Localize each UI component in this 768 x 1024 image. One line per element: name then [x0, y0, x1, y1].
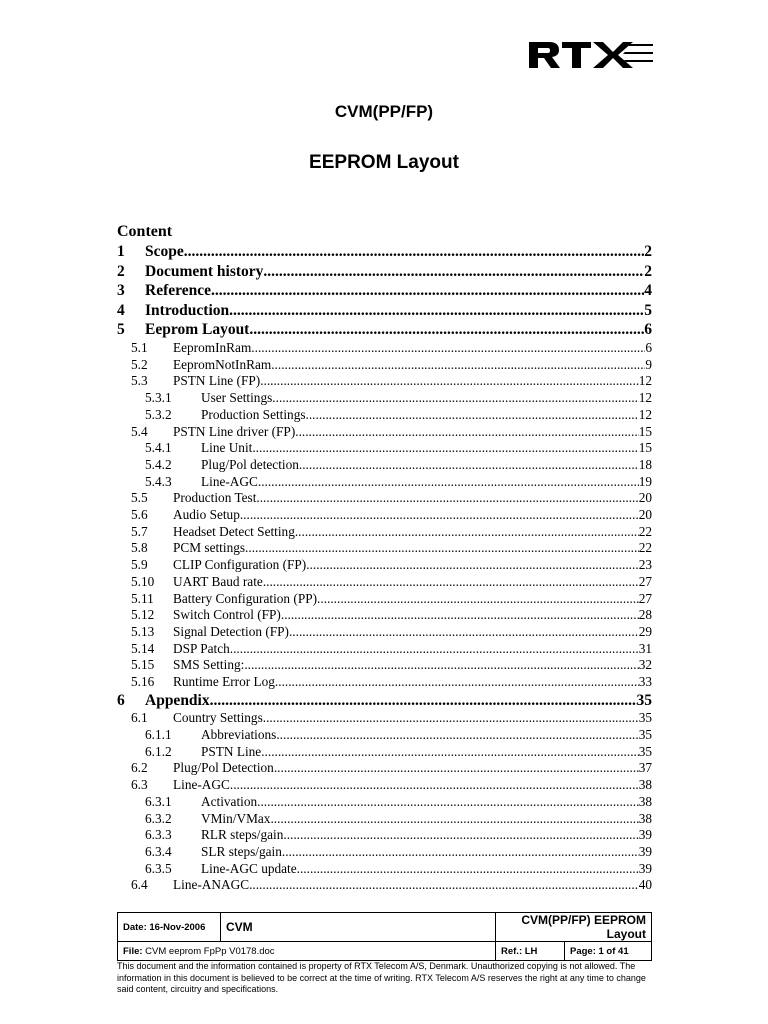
toc-entry-title: Introduction: [145, 301, 230, 319]
toc-entry-page: 27: [638, 573, 652, 589]
toc-entry[interactable]: [131, 591, 652, 608]
toc-entry[interactable]: [117, 691, 652, 711]
toc-leader-dots: [256, 490, 638, 507]
toc-leader-dots: [229, 301, 644, 321]
toc-entry-title: SLR steps/gain: [201, 843, 282, 859]
toc-leader-dots: [240, 507, 639, 524]
document-subtitle: EEPROM Layout: [309, 152, 459, 173]
toc-entry[interactable]: [131, 607, 652, 624]
toc-leader-dots: [230, 641, 639, 658]
toc-entry-title: DSP Patch: [173, 640, 230, 656]
toc-entry-number: 1: [117, 243, 125, 260]
toc-entry[interactable]: [131, 340, 652, 357]
toc-entry-title: Line-AGC: [173, 777, 230, 793]
toc-entry[interactable]: [117, 262, 652, 282]
toc-leader-dots: [272, 390, 638, 407]
toc-entry-title: Line-AGC update: [201, 860, 297, 876]
toc-leader-dots: [252, 877, 638, 894]
toc-leader-dots: [270, 811, 638, 828]
toc-entry-page: 28: [638, 607, 652, 623]
toc-entry-title: PSTN Line driver (FP).: [173, 423, 299, 439]
toc-entry-title: Eeprom Layout: [145, 321, 250, 339]
toc-leader-dots: [258, 474, 639, 491]
toc-entry-number: 5.6: [131, 507, 148, 522]
toc-entry-page: 6: [645, 340, 652, 355]
toc-entry-title: User Settings: [201, 390, 273, 406]
toc-entry-number: 6.3: [131, 777, 148, 793]
toc-entry-number: 5.5: [131, 490, 148, 506]
toc-entry-title: PSTN Line (FP): [173, 373, 261, 389]
toc-entry-number: 6.3.3: [145, 827, 172, 843]
toc-entry-title: Signal Detection (FP): [173, 623, 289, 639]
toc-leader-dots: [249, 320, 644, 340]
toc-entry[interactable]: [131, 540, 652, 557]
toc-leader-dots: [266, 710, 639, 727]
toc-entry-title: Reference: [145, 282, 211, 300]
toc-entry-title: Document history: [145, 262, 264, 280]
toc-entry-title: Runtime Error Log: [173, 674, 275, 689]
toc-entry-number: 6.3.2: [145, 810, 172, 826]
toc-leader-dots: [306, 407, 639, 424]
toc-entry-title: Abbreviations: [201, 727, 277, 742]
toc-entry-number: 5.11: [131, 590, 154, 606]
footer-file-label: File:: [123, 945, 143, 957]
toc-entry-title: Line-AGC: [201, 473, 258, 489]
toc-entry-page: 2: [644, 262, 652, 280]
toc-entry[interactable]: [145, 744, 652, 761]
toc-entry-title: RLR steps/gain: [201, 827, 284, 843]
toc-entry-title: Plug/Pol Detection: [173, 760, 274, 776]
toc-entry-page: 15: [638, 440, 652, 456]
toc-entry-page: 33: [638, 674, 652, 689]
toc-entry-page: 35: [636, 691, 652, 709]
footer-doc-title: CVM(PP/FP) EEPROM Layout: [496, 913, 652, 942]
toc-leader-dots: [210, 691, 637, 711]
toc-entry-title: Production Test: [173, 490, 257, 506]
footer-file: [118, 942, 496, 961]
toc-entry-page: 40: [638, 877, 652, 893]
toc-entry-page: 20: [638, 507, 652, 522]
toc-entry-number: 6.2: [131, 760, 148, 776]
toc-entry-title: Activation: [201, 793, 258, 809]
toc-entry-page: 2: [644, 243, 652, 260]
toc-entry-number: 5.13: [131, 623, 155, 639]
toc-entry-page: 12: [638, 373, 652, 389]
toc-entry-number: 6.4: [131, 877, 148, 893]
toc-entry[interactable]: [145, 727, 652, 744]
toc-entry[interactable]: [145, 844, 652, 861]
footer-page: Page: 1 of 41: [565, 942, 652, 961]
toc-entry[interactable]: [131, 490, 652, 507]
toc-entry[interactable]: [131, 524, 652, 541]
toc-entry-number: 5.7: [131, 523, 148, 539]
toc-entry-title: Scope: [145, 243, 184, 260]
toc-entry-number: 6.3.4: [145, 843, 172, 859]
toc-entry-number: 5.10: [131, 573, 155, 589]
toc-leader-dots: [306, 557, 638, 574]
document-title: CVM(PP/FP): [334, 102, 434, 121]
toc-entry-number: 5.3.1: [145, 390, 172, 406]
toc-entry-title: UART Baud rate: [173, 573, 263, 589]
toc-entry-title: EepromInRam: [173, 340, 252, 355]
toc-entry[interactable]: [131, 424, 652, 441]
toc-leader-dots: [317, 591, 639, 608]
toc-entry[interactable]: [145, 390, 652, 407]
toc-entry-number: 6.3.5: [145, 860, 172, 876]
toc-entry-number: 5.4: [131, 423, 148, 439]
toc-entry[interactable]: [131, 760, 652, 777]
toc-entry[interactable]: [117, 281, 652, 301]
toc-entry-page: 32: [638, 657, 652, 673]
toc-entry-number: 5.1: [131, 340, 148, 355]
toc-entry-title: Battery Configuration (PP): [173, 590, 318, 606]
footer-file-name: CVM eeprom FpPp V0178.doc: [145, 945, 275, 957]
toc-leader-dots: [281, 607, 639, 624]
toc-leader-dots: [299, 424, 639, 441]
toc-entry-page: 39: [638, 843, 652, 859]
toc-entry-page: 39: [638, 860, 652, 876]
toc-entry[interactable]: [145, 811, 652, 828]
toc-entry-title: SMS Setting:: [173, 657, 245, 673]
toc-entry[interactable]: [131, 877, 652, 894]
toc-entry-page: 38: [638, 793, 652, 809]
toc-entry-number: 5.4.1: [145, 440, 172, 456]
toc-leader-dots: [271, 357, 645, 374]
toc-entry[interactable]: [131, 624, 652, 641]
toc-leader-dots: [282, 844, 639, 861]
toc-entry[interactable]: [131, 674, 652, 691]
toc-entry-title: Switch Control (FP): [173, 607, 281, 623]
toc-entry-number: 5.4.2: [145, 456, 172, 472]
toc-entry[interactable]: [145, 407, 652, 424]
toc-leader-dots: [245, 540, 639, 557]
toc-entry-page: 38: [638, 810, 652, 826]
toc-entry-number: 5: [117, 321, 125, 339]
toc-entry[interactable]: [145, 457, 652, 474]
footer-table: [117, 912, 652, 961]
toc-entry-number: 4: [117, 301, 125, 319]
toc-entry[interactable]: [131, 557, 652, 574]
toc-entry-title: Plug/Pol detection: [201, 456, 299, 472]
toc-entry-number: 6.3.1: [145, 793, 172, 809]
footer-ref: Ref.: LH: [496, 942, 565, 961]
toc-entry[interactable]: [131, 357, 652, 374]
toc-entry[interactable]: [131, 507, 652, 524]
toc-entry-number: 3: [117, 282, 125, 300]
toc-leader-dots: [230, 777, 639, 794]
toc-entry-number: 6.1: [131, 710, 148, 726]
toc-leader-dots: [275, 674, 639, 691]
toc-leader-dots: [263, 574, 639, 591]
toc-entry-title: VMin/VMax: [201, 810, 271, 826]
toc-entry[interactable]: [145, 440, 652, 457]
toc-entry-page: 5: [644, 301, 652, 319]
toc-entry-title: PSTN Line: [201, 743, 262, 759]
toc-entry-number: 5.9: [131, 557, 148, 573]
toc-entry[interactable]: [117, 301, 652, 321]
toc-leader-dots: [211, 281, 644, 301]
toc-entry-page: 35: [638, 710, 652, 726]
toc-leader-dots: [261, 744, 638, 761]
toc-entry-page: 22: [638, 523, 652, 539]
toc-leader-dots: [184, 242, 645, 262]
toc-entry[interactable]: [131, 657, 652, 674]
toc-entry-number: 6.1.1: [145, 727, 172, 742]
toc-entry[interactable]: [145, 827, 652, 844]
toc-entry-title: Appendix: [145, 691, 210, 709]
toc-entry-number: 5.3.2: [145, 406, 172, 422]
toc-entry-title: Line-ANAGC.: [173, 877, 253, 893]
toc-entry-page: 18: [638, 456, 652, 472]
toc-leader-dots: [251, 340, 645, 357]
toc-entry-title: Headset Detect Setting: [173, 523, 295, 539]
toc-leader-dots: [274, 760, 639, 777]
toc-entry-page: 27: [638, 590, 652, 606]
footer-project: CVM: [221, 913, 496, 942]
toc-leader-dots: [252, 440, 638, 457]
toc-entry-page: 9: [645, 356, 652, 372]
disclaimer: This document and the information contained is property of RTX Telecom A/S, Denmark. Unauthorized copying is not allowed. The information in this document is believed to be correct at the time of writing. RTX Telecom A/S reserves the right at any time to change said content, circuitry and specifications.: [117, 961, 646, 994]
toc-entry-page: 12: [638, 390, 652, 406]
toc-entry-page: 35: [638, 727, 652, 742]
toc-entry-page: 37: [638, 760, 652, 776]
toc-entry-page: 35: [638, 743, 652, 759]
toc-entry-title: Audio Setup: [173, 507, 240, 522]
toc-entry[interactable]: [145, 474, 652, 491]
toc-entry-page: 38: [638, 777, 652, 793]
toc-entry-page: 23: [638, 557, 652, 573]
toc-entry-title: Production Settings: [201, 406, 306, 422]
toc-entry-page: 29: [638, 623, 652, 639]
toc-entry-number: 5.12: [131, 607, 155, 623]
toc-entry-page: 15: [638, 423, 652, 439]
toc-entry-number: 5.15: [131, 657, 155, 673]
toc-entry-number: 6.1.2: [145, 743, 172, 759]
rtx-logo: [529, 40, 653, 70]
toc-entry-page: 22: [638, 540, 652, 556]
toc-leader-dots: [263, 262, 644, 282]
toc-entry[interactable]: [117, 242, 652, 262]
toc-leader-dots: [257, 794, 639, 811]
toc-entry-title: PCM settings: [173, 540, 246, 556]
toc-leader-dots: [299, 457, 639, 474]
toc-entry-page: 4: [644, 282, 652, 300]
toc-entry[interactable]: [145, 794, 652, 811]
toc-entry-number: 2: [117, 262, 125, 280]
toc-entry-page: 39: [638, 827, 652, 843]
toc-entry-number: 5.2: [131, 356, 148, 372]
toc-leader-dots: [283, 827, 638, 844]
toc-entry-page: 6: [644, 321, 652, 339]
toc-entry[interactable]: [131, 777, 652, 794]
toc-entry[interactable]: [145, 861, 652, 878]
toc-leader-dots: [244, 657, 638, 674]
toc-entry-page: 12: [638, 406, 652, 422]
toc-entry[interactable]: [131, 710, 652, 727]
toc-entry[interactable]: [117, 320, 652, 340]
toc-entry-number: 5.14: [131, 640, 155, 656]
toc-entry-number: 5.8: [131, 540, 148, 556]
toc-leader-dots: [276, 727, 638, 744]
toc-leader-dots: [260, 373, 639, 390]
toc-heading: Content: [117, 223, 173, 240]
footer-date: Date: 16-Nov-2006: [118, 913, 221, 942]
toc-entry-title: Line Unit: [201, 440, 253, 456]
toc-entry-title: CLIP Configuration (FP): [173, 557, 307, 573]
toc-entry-page: 31: [638, 640, 652, 656]
toc-entry-number: 5.4.3: [145, 473, 172, 489]
toc-entry[interactable]: [131, 373, 652, 390]
toc-entry-number: 5.16: [131, 674, 155, 689]
toc-leader-dots: [289, 624, 639, 641]
toc-entry-number: 6: [117, 691, 125, 709]
toc-entry-page: 20: [638, 490, 652, 506]
toc-entry[interactable]: [131, 641, 652, 658]
toc-entry-number: 5.3: [131, 373, 148, 389]
toc-leader-dots: [295, 524, 639, 541]
toc-entry-title: EepromNotInRam: [173, 356, 272, 372]
toc-entry-page: 19: [638, 473, 652, 489]
toc-entry-title: Country Settings.: [173, 710, 267, 726]
toc-leader-dots: [297, 861, 639, 878]
toc-entry[interactable]: [131, 574, 652, 591]
